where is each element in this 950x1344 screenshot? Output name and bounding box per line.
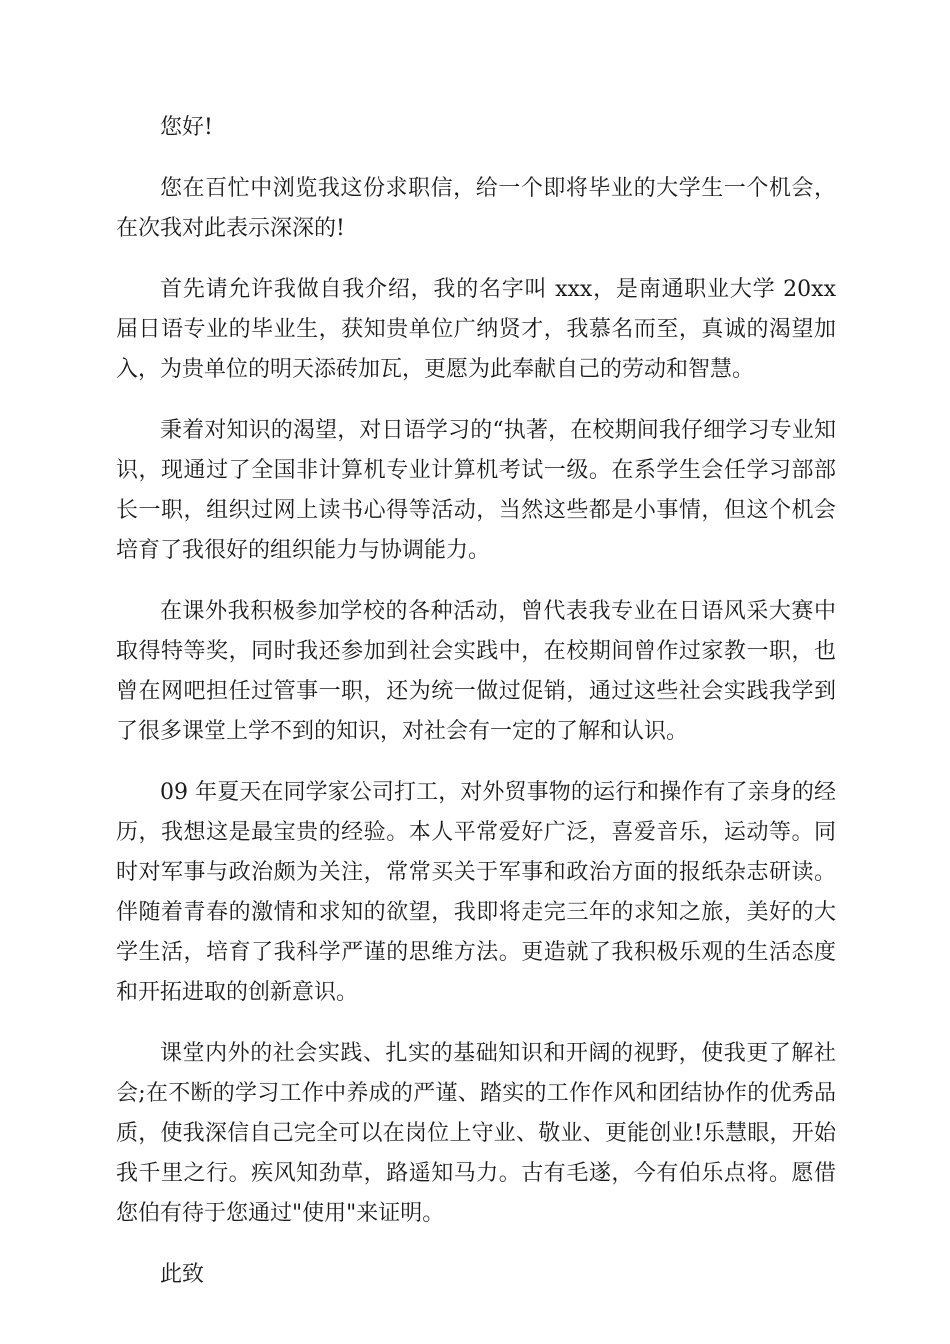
letter-closing: 此致 xyxy=(160,1262,205,1287)
letter-paragraph-1: 您在百忙中浏览我这份求职信，给一个即将毕业的大学生一个机会，在次我对此表示深深的! xyxy=(116,176,836,241)
letter-paragraph-3: 秉着对知识的渴望，对日语学习的“执著，在校期间我仔细学习专业知识，现通过了全国非计算机专业计算机考试一级。在系学生会任学习部部长一职，组织过网上读书心得等活动，当然这些都是小事情，但这个机会培育了我很好的组织能力与协调能力。 xyxy=(116,418,836,563)
letter-paragraph-6: 课堂内外的社会实践、扎实的基础知识和开阔的视野，使我更了解社会;在不断的学习工作中养成的严谨、踏实的工作作风和团结协作的优秀品质，使我深信自己完全可以在岗位上守业、敬业、更能创业!乐慧眼，开始我千里之行。疾风知劲草，路遥知马力。古有毛遂，今有伯乐点将。愿借您伯有待于您通过"使用"来证明。 xyxy=(116,1041,836,1226)
letter-body xyxy=(116,108,836,1316)
letter-paragraph-5: 09 年夏天在同学家公司打工，对外贸事物的运行和操作有了亲身的经历，我想这是最宝贵的经验。本人平常爱好广泛，喜爱音乐，运动等。同时对军事与政治颇为关注，常常买关于军事和政治方面的报纸杂志研读。伴随着青春的激情和求知的欲望，我即将走完三年的求知之旅，美好的大学生活，培育了我科学严谨的思维方法。更造就了我积极乐观的生活态度和开拓进取的创新意识。 xyxy=(116,780,836,1005)
letter-greeting: 您好! xyxy=(160,115,213,140)
letter-paragraph-4: 在课外我积极参加学校的各种活动，曾代表我专业在日语风采大赛中取得特等奖，同时我还参加到社会实践中，在校期间曾作过家教一职，也曾在网吧担任过管事一职，还为统一做过促销，通过这些社会实践我学到了很多课堂上学不到的知识，对社会有一定的了解和认识。 xyxy=(116,599,836,744)
letter-paragraph-2: 首先请允许我做自我介绍，我的名字叫 xxx，是南通职业大学 20xx 届日语专业的毕业生，获知贵单位广纳贤才，我慕名而至，真诚的渴望加入，为贵单位的明天添砖加瓦，更愿为此奉献自己的劳动和智慧。 xyxy=(116,277,836,382)
